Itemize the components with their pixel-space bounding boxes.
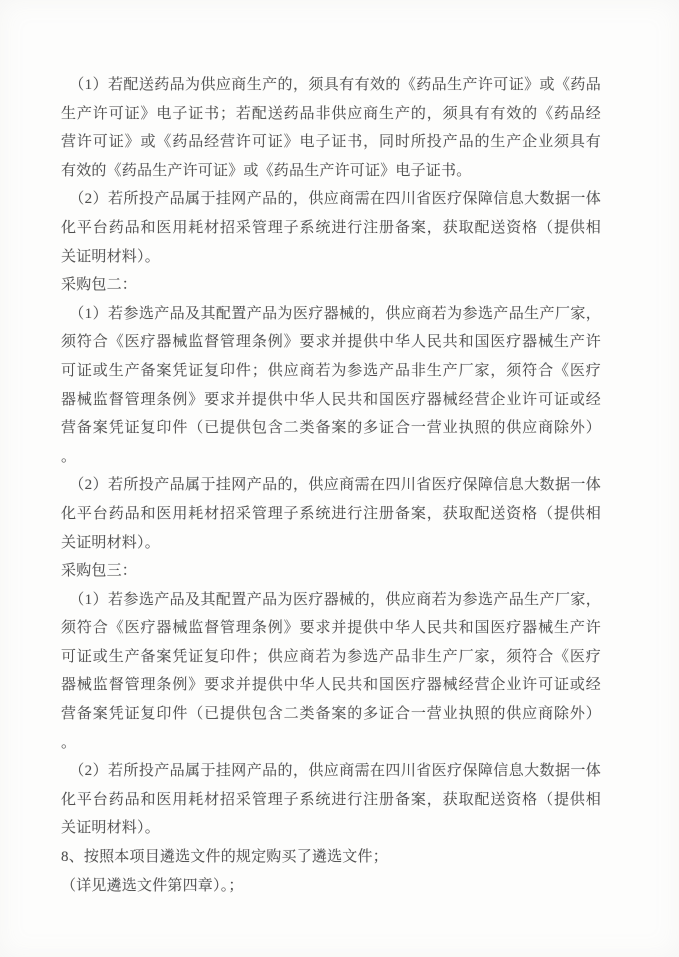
text-line: （2）若所投产品属于挂网产品的，供应商需在四川省医疗保障信息大数据一体 — [69, 477, 601, 494]
paragraph-pkg3-clause2-listing-registration — [61, 757, 601, 843]
text-line: 器械监督管理条例》要求并提供中华人民共和国医疗器械经营企业许可证或经 — [61, 677, 601, 694]
paragraph-pkg1-clause1-drug-license — [61, 71, 601, 185]
paragraph-pkg3-clause1-device-license — [61, 586, 601, 758]
text-line: 关证明材料）。 — [61, 248, 160, 265]
text-line: 8、按照本项目遴选文件的规定购买了遴选文件； — [61, 849, 388, 866]
text-line: （2）若所投产品属于挂网产品的，供应商需在四川省医疗保障信息大数据一体 — [69, 763, 601, 780]
text-line: 营许可证》或《药品经营许可证》电子证书，同时所投产品的生产企业须具有 — [61, 134, 601, 151]
paragraph-pkg2-heading — [61, 271, 601, 300]
paragraph-pkg3-heading — [61, 557, 601, 586]
text-line: （1）若参选产品及其配置产品为医疗器械的，供应商若为参选产品生产厂家， — [69, 591, 601, 608]
document-text — [61, 71, 601, 900]
text-line: （详见遴选文件第四章）。； — [61, 877, 244, 894]
paragraph-item8-purchase-requirement — [61, 843, 601, 872]
text-line: 。 — [61, 448, 77, 465]
paragraph-pkg2-clause1-device-license — [61, 300, 601, 472]
text-line: （1）若配送药品为供应商生产的，须具有有效的《药品生产许可证》或《药品 — [69, 77, 601, 93]
text-line: 可证或生产备案凭证复印件；供应商若为参选产品非生产厂家，须符合《医疗 — [61, 648, 601, 665]
text-line: 关证明材料）。 — [61, 820, 160, 837]
text-line: 可证或生产备案凭证复印件；供应商若为参选产品非生产厂家，须符合《医疗 — [61, 362, 601, 379]
text-line: 营备案凭证复印件（已提供包含二类备案的多证合一营业执照的供应商除外） — [61, 706, 601, 723]
text-line: 须符合《医疗器械监督管理条例》要求并提供中华人民共和国医疗器械生产许 — [61, 334, 601, 351]
text-line: 采购包二： — [61, 277, 138, 294]
paragraph-item8-note-chapter4 — [61, 872, 601, 901]
text-line: 。 — [61, 734, 77, 751]
text-line: 采购包三： — [61, 563, 138, 580]
paragraph-pkg1-clause2-listing-registration — [61, 185, 601, 271]
text-line: 有效的《药品生产许可证》或《药品生产许可证》电子证书。 — [61, 162, 472, 179]
text-line: 须符合《医疗器械监督管理条例》要求并提供中华人民共和国医疗器械生产许 — [61, 620, 601, 637]
text-line: 化平台药品和医用耗材招采管理子系统进行注册备案，获取配送资格（提供相 — [61, 791, 601, 808]
text-line: 营备案凭证复印件（已提供包含二类备案的多证合一营业执照的供应商除外） — [61, 420, 601, 437]
text-line: 器械监督管理条例》要求并提供中华人民共和国医疗器械经营企业许可证或经 — [61, 391, 601, 408]
text-line: 化平台药品和医用耗材招采管理子系统进行注册备案，获取配送资格（提供相 — [61, 219, 601, 236]
text-line: 生产许可证》电子证书；若配送药品非供应商生产的，须具有有效的《药品经 — [61, 105, 601, 122]
paragraph-pkg2-clause2-listing-registration — [61, 471, 601, 557]
text-line: 关证明材料）。 — [61, 534, 160, 551]
text-line: 化平台药品和医用耗材招采管理子系统进行注册备案，获取配送资格（提供相 — [61, 505, 601, 522]
text-line: （2）若所投产品属于挂网产品的，供应商需在四川省医疗保障信息大数据一体 — [69, 191, 601, 208]
text-line: （1）若参选产品及其配置产品为医疗器械的，供应商若为参选产品生产厂家， — [69, 305, 601, 322]
